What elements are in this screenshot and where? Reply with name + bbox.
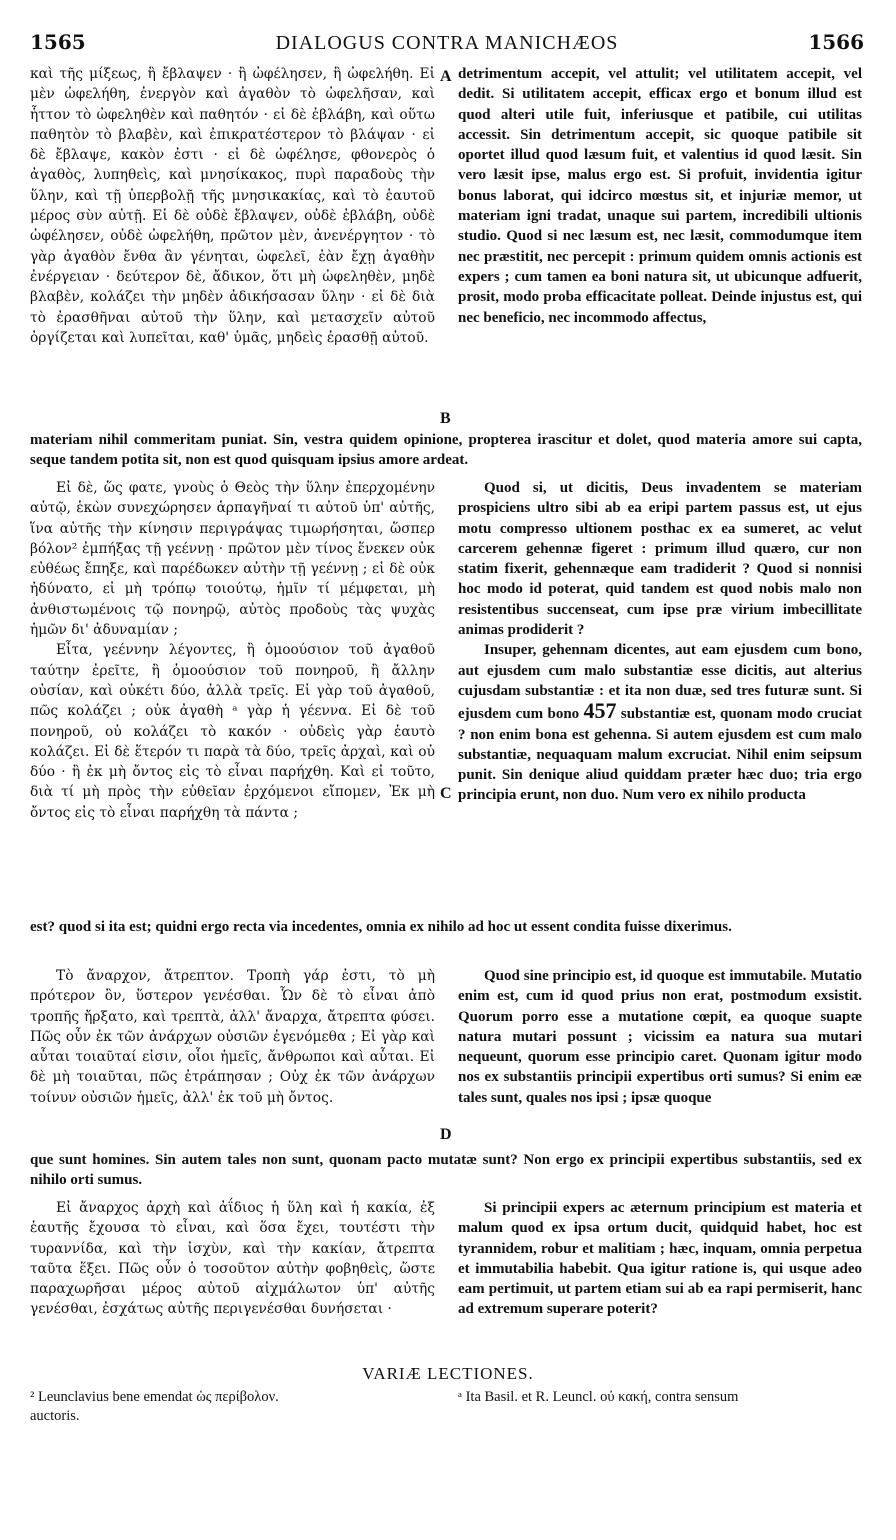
fullwidth-line-sec1: [30, 430, 862, 471]
page-number-right: 1566: [808, 30, 864, 54]
running-header: [30, 30, 864, 60]
latin-column-sec1: [458, 64, 862, 328]
margin-marker-d: D: [440, 1126, 452, 1143]
greek-column-sec4: [30, 1198, 435, 1320]
greek-column-sec3: [30, 966, 435, 1108]
latin-column-sec2: [458, 478, 862, 806]
fullwidth-line-sec2: [30, 917, 862, 937]
latin-continuation: que sunt homines. Sin autem tales non sunt, quonam pacto mutatæ sunt? Non ergo ex principii expertibus substantiis, sed ex nihilo orti sumus.: [30, 1152, 862, 1189]
fullwidth-line-sec3: [30, 1150, 862, 1191]
latin-paragraph: detrimentum accepit, vel attulit; vel utilitatem accepit, vel dedit. Si utilitatem accepit, efficax ergo et bonum illud est quod alteri utile fuit, inferiusque et patibile, cui utilitas accessit. Sin detrimentum accepit, sic quoque patibile sit oportet illud quod læsum fuit, et valentius id quod læsit. Sin vero læsit ipse, malus ergo est. Si profuit, invidentia igitur bonus laborat, qui idcirco mœstus sit, et injuriæ memor, ut materiam igni tradat, unaque sui partem, incredibili ultionis studio. Quod si nec læsum est, nec læsit, commodumque item nec præstitit, nec percepit : primum quidem omnis actionis est expers ; cum tamen ea boni natura sit, ut ubicunque adfuerit, prosit, modo proba efficacitate polleat. Deinde injustus est, qui nec beneficio, nec incommodo affectus,: [458, 66, 862, 326]
latin-continuation: est? quod si ita est; quidni ergo recta via incedentes, omnia ex nihilo ad hoc ut essent condita fuisse dixerimus.: [30, 919, 732, 935]
greek-paragraph: Εἰ ἄναρχος ἀρχὴ καὶ ἀΐδιος ἡ ὕλη καὶ ἡ κακία, ἐξ ἑαυτῆς ἔχουσα τὸ εἶναι, καὶ ὅσα ἔχει, τουτέστι τὴν τυραννίδα, καὶ τὴν ἰσχὺν, καὶ τὴν κακίαν, ἄτρεπτα ταῦτα ἕξει. Πῶς οὖν ὁ τοσοῦτον αὐτὴν φοβηθεὶς, ὥστε παραχωρῆσαι μέρος αὐτοῦ αἰχμάλωτον ὑπ' αὐτῆς γενέσθαι, ἐσχάτως αὐτῆς περιγενέσθαι δυνήσεται ·: [30, 1200, 435, 1318]
footnote-right: [458, 1388, 862, 1407]
latin-column-sec3: [458, 966, 862, 1108]
greek-paragraph: Τὸ ἄναρχον, ἄτρεπτον. Τροπὴ γάρ ἐστι, τὸ μὴ πρότερον ὂν, ὕστερον γενέσθαι. Ὧν δὲ τὸ εἶναι ἀπὸ τροπῆς ἤρξατο, καὶ τρεπτὰ, ἀλλ' ἄναρχα, ἄτρεπτα φύσει. Πῶς οὖν ἐκ τῶν ἀνάρχων οὐσιῶν ἐγενόμεθα ; Εἰ γὰρ καὶ αὗται τοιαῦταί εἰσιν, οἷοι ἡμεῖς, ἄνθρωποι καὶ αὗται. Εἰ δὲ μὴ τοιαῦται, πῶς ἐτράπησαν ; Οὐχ ἐκ τῶν ἀνάρχων τοίνυν οὐσιῶν ἡμεῖς, ἀλλ' ἐκ τοῦ μὴ ὄντος.: [30, 968, 435, 1106]
latin-text: Insuper, gehennam dicentes, aut eam ejusdem cum bono, aut ejusdem cum malo substantiæ esse dicitis, aut alterius cujusdam substantiæ : et ita non duæ, sed tres futuræ sunt. Si ejusdem cum bono: [458, 642, 862, 723]
greek-paragraph: Εἰ δὲ, ὥς φατε, γνοὺς ὁ Θεὸς τὴν ὕλην ἐπερχομένην αὐτῷ, ἑκὼν συνεχώρησεν ἁρπαγῆναί τι αὐτοῦ ὑπ' αὐτῆς, ἵνα αὐτῆς τὴν κίνησιν περιγράψας τιμωρήσηται, ὥσπερ βόλον² ἐμπήξας τῇ γεέννῃ · πρῶτον μὲν τίνος ἕνεκεν οὐκ εὐθέως ἔπηξε, καὶ παρέδωκεν αὐτὴν τῇ γεέννῃ ; εἰ δὲ οὐκ ἠδύνατο, εἰ μὴ τρόπῳ τοιούτῳ, ἡμῖν τί μέμφεται, μὴ ἀνθιστωμένοις τῷ πονηρῷ, αὐτὸς προδοὺς τὰς ψυχὰς ἡμῶν δι' ἀδυναμίαν ;: [30, 480, 435, 639]
footnote-text: auctoris.: [30, 1408, 80, 1424]
footnote-text: ² Leunclavius bene emendat ὡς περίβολον.: [30, 1389, 279, 1405]
running-title: DIALOGUS CONTRA MANICHÆOS: [275, 32, 619, 54]
footnote-left: [30, 1388, 435, 1426]
greek-column-sec2: [30, 478, 435, 823]
variae-lectiones-heading: VARIÆ LECTIONES.: [362, 1364, 534, 1383]
greek-column-sec1: [30, 64, 435, 348]
margin-marker-b: B: [440, 410, 451, 427]
latin-paragraph: Si principii expers ac æternum principium est materia et malum quod ex ipsa ortum ducit, quidquid habet, hoc est tyrannidem, robur et malitiam ; hæc, inquam, omnia perpetua et immutabilia habebit. Qua igitur ratione is, qui usque adeo eam pertimuit, ut partem etiam sui ab ea rapi permiserit, hanc ad extremum superare poterit?: [458, 1200, 862, 1318]
latin-paragraph: Quod si, ut dicitis, Deus invadentem se materiam prospiciens ultro sibi ab ea eripi partem passus est, ut ejus motu compresso ultionem posthac ex ea sumeret, ac velut carcerem gehennæ figeret : primum illud quæro, cur non statim fixerit, gehennæque eam tradiderit ? Quod si nonnisi hoc modo id poterat, quid tandem est quod nobis malo non resistentibus succenseat, cum ipse præ virium imbecillitate animas prodiderit ?: [458, 480, 862, 639]
page-number-left: 1565: [30, 30, 86, 54]
greek-paragraph: Εἶτα, γεέννην λέγοντες, ἢ ὁμοούσιον τοῦ ἀγαθοῦ ταύτην ἐρεῖτε, ἢ ὁμοούσιον τοῦ πονηροῦ, ἢ ἄλλην οὐσίαν, καὶ οὐκέτι δύο, ἀλλὰ τρεῖς. Εἰ γὰρ τοῦ ἀγαθοῦ, πῶς κολάζει ; οὐκ ἀγαθὴ ᵃ γὰρ ἡ γέεννα. Εἰ δὲ τοῦ πονηροῦ, οὐ κολάζει τὸ κακόν · οὐδεὶς γὰρ ἑαυτὸ κολάζει. Εἰ δὲ ἕτερόν τι παρὰ τὰ δύο, τρεῖς ἀρχαὶ, καὶ οὐ δύο · ἢ ἐκ μὴ ὄντος εἰς τὸ εἶναι παρήχθη. Καὶ εἰ τοῦτο, διὰ τί μὴ πρὸς τὴν εὐθεῖαν ἐρχόμενοι εἴπομεν, Ἐκ μὴ ὄντος εἰς τὸ εἶναι παρήχθη τὰ πάντα ;: [30, 642, 435, 821]
latin-column-sec4: [458, 1198, 862, 1320]
column-number: 457: [583, 698, 617, 724]
latin-paragraph: [458, 640, 862, 805]
footnote-text: ᵃ Ita Basil. et R. Leuncl. οὐ κακή, contra sensum: [458, 1389, 739, 1405]
latin-continuation: materiam nihil commeritam puniat. Sin, vestra quidem opinione, propterea irascitur et dolet, quod materia amore sui capta, seque tandem potita sit, non est quod quisquam ipsius amore ardeat.: [30, 432, 862, 469]
latin-paragraph: Quod sine principio est, id quoque est immutabile. Mutatio enim est, cum id quod prius non erat, postmodum exsistit. Quorum porro esse a mutatione cœpit, ea quoque suapte natura mutari possunt ; vicissim ea natura sua mutari nequeunt, quorum esse principio caret. Quonam igitur modo nos ex substantiis principii expertibus orti sumus? Si enim eæ tales sunt, quales nos ipsi ; ipsæ quoque: [458, 968, 862, 1106]
latin-text: substantiæ est, quonam modo cruciat ? non enim bona est gehenna. Si autem ejusdem est cum malo substantiæ, nequaquam malum excruciat. Nihil enim seipsum punit. Sin denique aliud quiddam præter hæc duo; tria ergo principia erunt, non duo. Num vero ex nihilo producta: [458, 706, 862, 804]
margin-marker-c: C: [440, 785, 452, 802]
greek-paragraph: καὶ τῆς μίξεως, ἢ ἔβλαψεν · ἢ ὠφέλησεν, ἢ ὠφελήθη. Εἰ μὲν ὠφελήθη, ἐνεργὸν καὶ ἀγαθὸν τὸ ὠφελῆσαν, καὶ ἧττον τὸ ὠφεληθὲν καὶ παθητόν · εἰ δὲ ἐβλάβη, καὶ οὕτω παθητὸν τὸ βλαβὲν, καὶ ἐπικρατέστερον τὸ βλάψαν · εἰ δὲ ἔβλαψε, κακὸν ἐστι · εἰ δὲ ὠφέλησε, φθονερὸς ὁ ἀγαθὸς, λυπηθεὶς, καὶ μνησίκακος, πυρὶ παραδοὺς τὴν ὕλην, καὶ τῇ ὑπερβολῇ τῆς μνησικακίας, καὶ τὸ ἑαυτοῦ μέρος σὺν αὐτῇ. Εἰ δὲ οὐδὲ ἔβλαψεν, οὐδὲ ἐβλάβη, οὐδὲ ὠφέλησεν, οὐδὲ ὠφελήθη, πρῶτον μὲν, ἀνενέργητον · τὸ γὰρ ἀγαθὸν ἔνθα ἂν γένηται, ὠφελεῖ, ἐὰν ἔχῃ ἀγαθὴν ἐνέργειαν · δεύτερον δὲ, ἄδικον, ὅτι μὴ ὠφεληθὲν, μηδὲ βλαβὲν, κολάζει τὴν μηδὲν ἀδικήσασαν ὕλην · εἰ δὲ διὰ τὸ ἐρασθῆναι αὐτοῦ τὴν ὕλην, καὶ μετασχεῖν αὐτοῦ ὀργίζεται καὶ λυπεῖται, καθ' ὑμᾶς, μηδεὶς ἐρασθῇ αὐτοῦ.: [30, 66, 435, 346]
margin-marker-a: A: [440, 68, 452, 85]
